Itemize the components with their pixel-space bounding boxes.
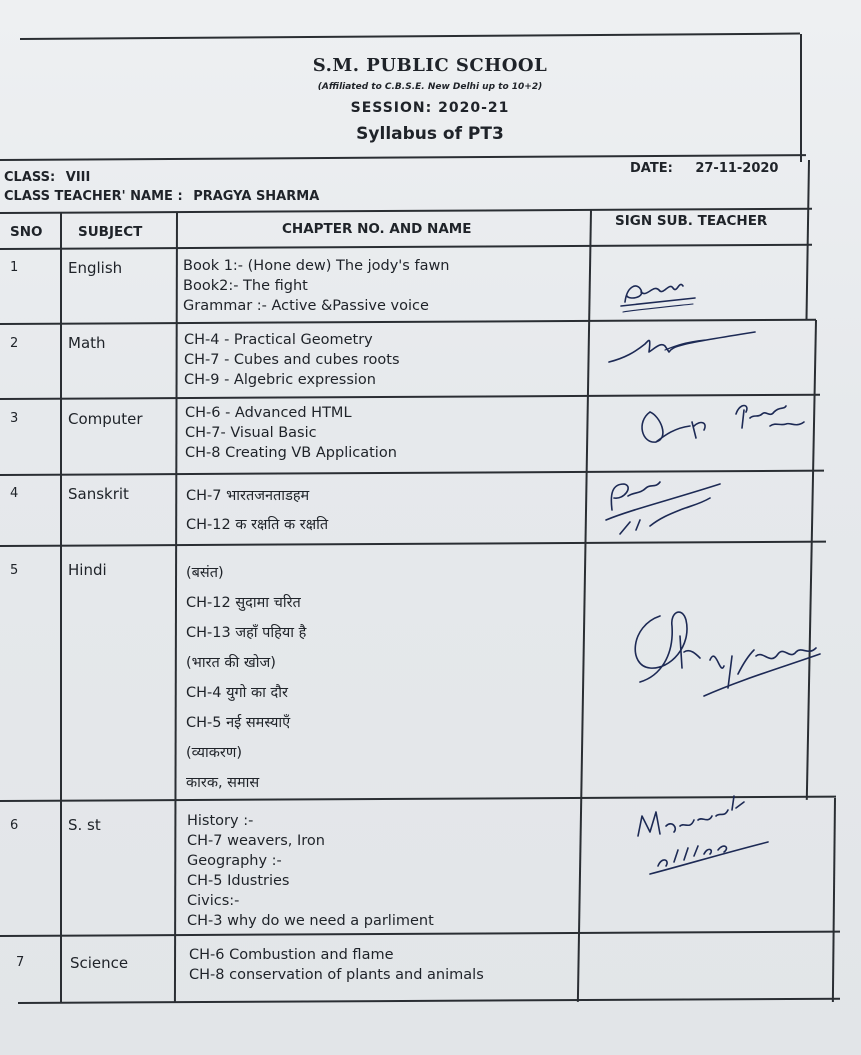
chapter-line: CH-7 weavers, Iron [187,833,325,849]
row-5-chapters [186,558,306,798]
row-3-chapters [185,403,397,463]
class-label: CLASS: [4,170,56,185]
column-header-subject: SUBJECT [78,224,143,240]
row-4-subject: Sanskrit [68,485,129,503]
column-header-sno: SNO [10,224,43,240]
frame-right-border-upper [800,34,802,162]
chapter-line: CH-6 - Advanced HTML [185,405,352,421]
row-7-sno: 7 [16,955,25,970]
frame-right-border-1 [805,160,809,320]
header-bottom-rule [0,244,812,250]
row-2-subject: Math [68,334,106,352]
chapter-line: CH-4 युगो का दौर [186,685,288,701]
row-6-subject: S. st [68,816,101,834]
class-teacher-value: PRAGYA SHARMA [193,189,320,204]
date-value: 27-11-2020 [695,161,779,176]
chapter-line: History :- [187,813,254,829]
meta-top-rule [0,154,806,160]
row-4-signature [600,470,740,542]
chapter-line: CH-8 conservation of plants and animals [189,967,484,983]
chapter-line: CH-12 सुदामा चरित [186,595,301,611]
chapter-line: Civics:- [187,893,240,909]
row-5-signature [620,596,830,716]
chapter-line: (भारत की खोज) [186,655,276,671]
chapter-line: CH-8 Creating VB Application [185,445,397,461]
row-4-sno: 4 [10,486,19,501]
column-header-chapter: CHAPTER NO. AND NAME [282,221,472,237]
chapter-line: CH-7- Visual Basic [185,425,317,441]
chapter-line: CH-5 Idustries [187,873,290,889]
chapter-line: Grammar :- Active &Passive voice [183,298,429,314]
document-title: Syllabus of PT3 [356,124,504,144]
chapter-line: Book2:- The fight [183,278,308,294]
affiliation-note: (Affiliated to C.B.S.E. New Delhi up to 10+2) [317,82,543,92]
class-field [4,170,90,185]
chapter-line: CH-12 क रक्षति क रक्षति [186,517,329,533]
column-header-sign: SIGN SUB. TEACHER [615,213,768,229]
chapter-line: Book 1:- (Hone dew) The jody's fawn [183,258,450,274]
frame-right-border-3 [832,798,836,1002]
date-field [630,161,778,176]
row-7-subject: Science [70,954,129,972]
date-label: DATE: [630,161,673,176]
class-value: VIII [65,170,91,185]
chapter-line: (व्याकरण) [186,745,242,761]
class-teacher-label: CLASS TEACHER' NAME : [4,189,183,204]
chapter-column-divider [577,210,592,1002]
chapter-line: कारक, समास [186,775,260,791]
chapter-line: (बसंत) [186,565,224,581]
sno-column-divider [60,212,62,1002]
row-6-chapters [187,811,434,931]
row-2-signature [605,322,765,372]
school-name: S.M. PUBLIC SCHOOL [312,55,548,76]
row-6-signature [628,786,778,886]
chapter-line: CH-9 - Algebric expression [184,372,376,388]
frame-top-border [20,33,800,40]
chapter-line: CH-6 Combustion and flame [189,947,394,963]
session-label: SESSION: 2020-21 [350,100,510,116]
chapter-line: CH-7 - Cubes and cubes roots [184,352,400,368]
row-2-sno: 2 [10,336,19,351]
class-teacher-field [4,189,319,204]
row-3-sno: 3 [10,411,19,426]
chapter-line: CH-7 भारतजनताडहम [186,488,310,504]
row-5-sno: 5 [10,563,19,578]
row-3-signature [630,392,810,458]
chapter-line: CH-13 जहाँ पहिया है [186,625,307,641]
row-5-subject: Hindi [68,561,107,579]
row-6-sno: 6 [10,818,19,833]
chapter-line: Geography :- [187,853,282,869]
row-rule-6 [0,931,840,937]
chapter-line: CH-5 नई समस्याएँ [186,715,291,731]
row-1-chapters [183,256,450,316]
table-bottom-rule [18,998,840,1004]
chapter-line: CH-3 why do we need a parliment [187,913,434,929]
row-1-sno: 1 [10,260,19,275]
row-4-chapters [186,482,328,540]
chapter-line: CH-4 - Practical Geometry [184,332,373,348]
row-2-chapters [184,330,400,390]
row-7-chapters [189,945,484,985]
subject-column-divider [174,212,178,1002]
row-1-signature [615,272,705,318]
row-3-subject: Computer [68,410,143,428]
row-1-subject: English [68,259,123,277]
